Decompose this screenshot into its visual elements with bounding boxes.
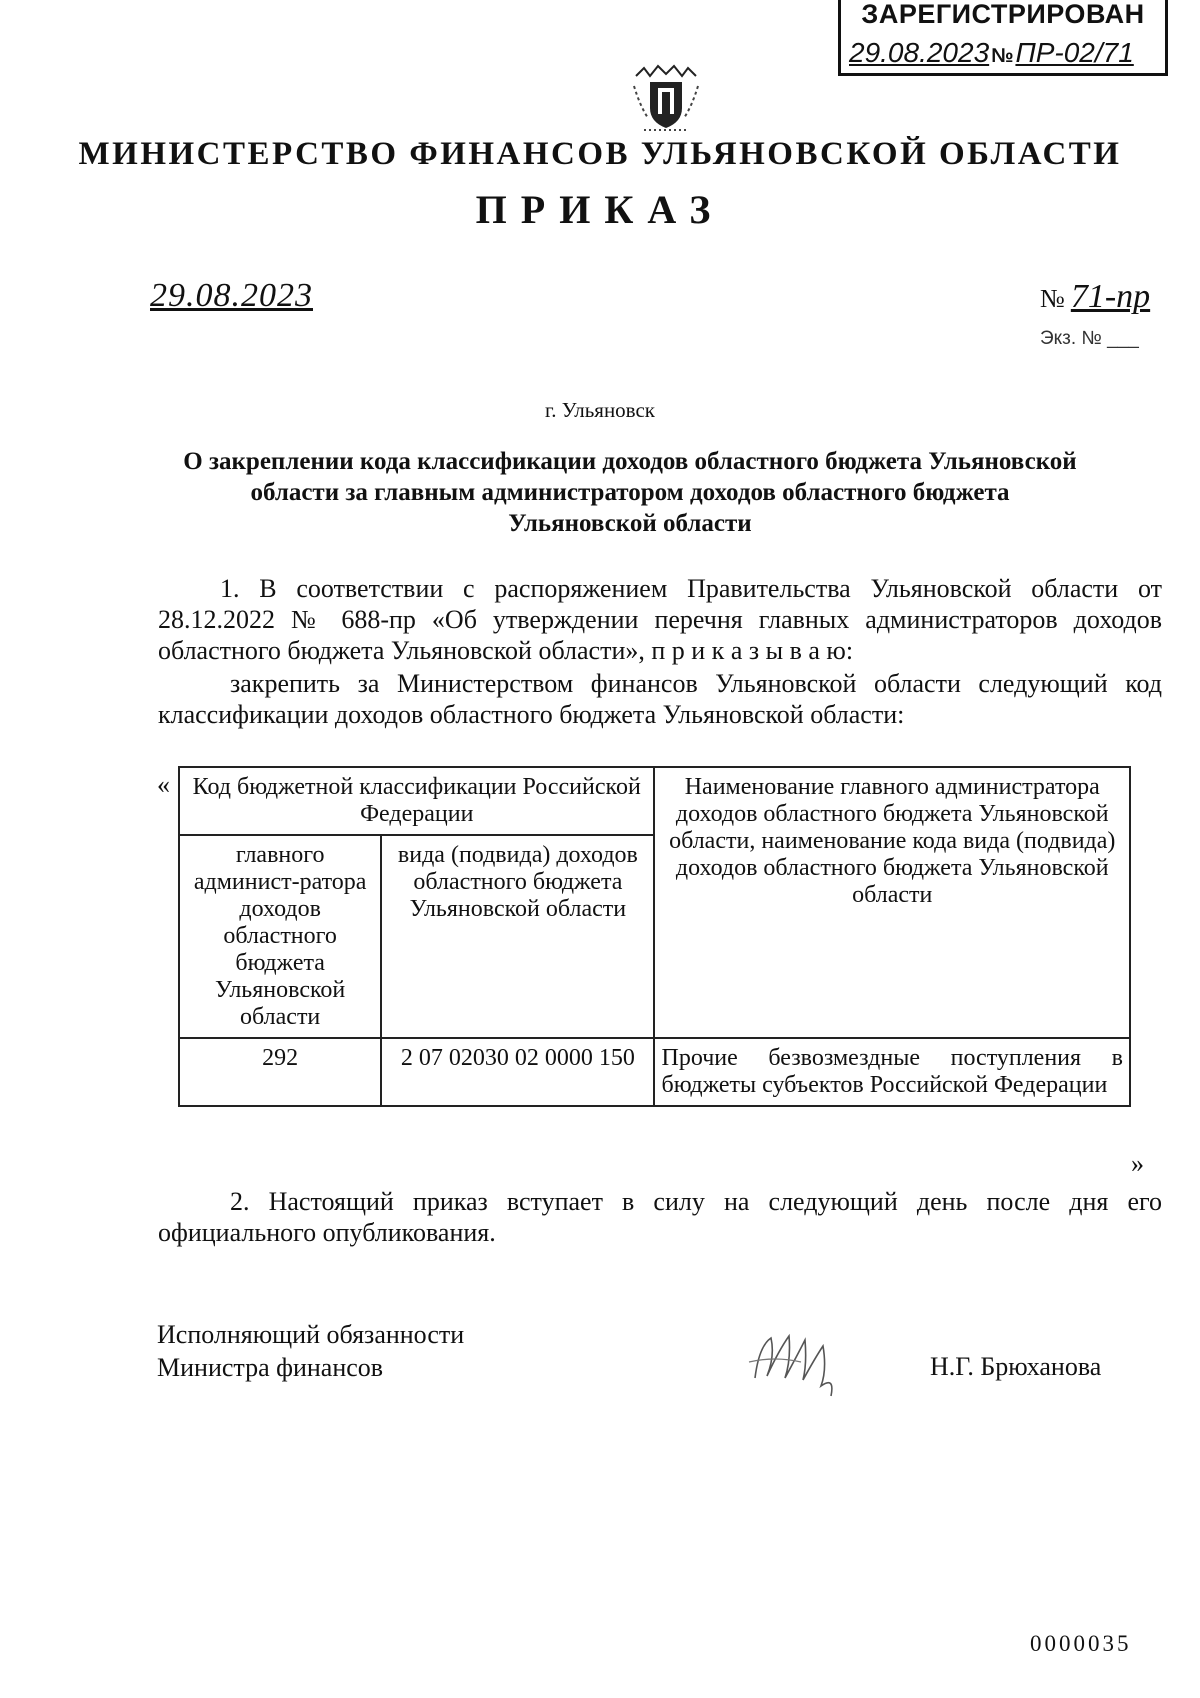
signatory-position: Исполняющий обязанности Министра финансов bbox=[157, 1320, 465, 1382]
handwritten-signature bbox=[745, 1316, 855, 1400]
stamp-title: ЗАРЕГИСТРИРОВАН bbox=[861, 0, 1145, 29]
paragraph-1: 1. В соответствии с распоряжением Правительства Ульяновской области от 28.12.2022 № 688-пр «Об утверждении перечня главных администраторов доходов областного бюджета Ульяновской области», п р и к а з ы в а ю: bbox=[158, 574, 1162, 665]
paragraph-1-continuation: закрепить за Министерством финансов Ульяновской области следующий код классификации доходов областного бюджета Ульяновской области: bbox=[158, 669, 1162, 729]
classification-table bbox=[178, 766, 1131, 1107]
paragraph-2: 2. Настоящий приказ вступает в силу на следующий день после дня его официального опубликования. bbox=[158, 1187, 1162, 1247]
stamp-reg-number: ПР-02/71 bbox=[1015, 37, 1134, 68]
stamp-number-sign: № bbox=[991, 45, 1014, 67]
ministry-name: МИНИСТЕРСТВО ФИНАНСОВ УЛЬЯНОВСКОЙ ОБЛАСТИ bbox=[78, 136, 1122, 172]
number-sign: № bbox=[1040, 284, 1065, 313]
cell-income-name: Прочие безвозмездные поступления в бюджеты субъектов Российской Федерации bbox=[654, 1038, 1130, 1106]
cell-admin-code: 292 bbox=[179, 1038, 381, 1106]
stamp-registration-line bbox=[849, 37, 1134, 69]
signatory-name: Н.Г. Брюханова bbox=[930, 1352, 1102, 1381]
order-date: 29.08.2023 bbox=[150, 277, 313, 314]
table-row bbox=[179, 1038, 1130, 1106]
order-number: 71-пр bbox=[1070, 278, 1151, 315]
document-serial-number: 0000035 bbox=[1030, 1631, 1132, 1656]
quote-close: » bbox=[1131, 1149, 1144, 1178]
header-admin: главного админист-ратора доходов областного бюджета Ульяновской области bbox=[179, 835, 381, 1038]
stamp-date: 29.08.2023 bbox=[849, 37, 990, 68]
document-type: ПРИКАЗ bbox=[475, 187, 725, 232]
copy-number-label: Экз. № ___ bbox=[1040, 328, 1139, 349]
order-subject: О закреплении кода классификации доходов областного бюджета Ульяновской области за главным администратором доходов областного бюджета Ульяновской области bbox=[183, 448, 1077, 537]
cell-kind-code: 2 07 02030 02 0000 150 bbox=[381, 1038, 654, 1106]
table-header-row bbox=[179, 767, 1130, 835]
header-kind: вида (подвида) доходов областного бюджета Ульяновской области bbox=[381, 835, 654, 1038]
quote-open: « bbox=[157, 770, 170, 799]
city: г. Ульяновск bbox=[544, 398, 655, 422]
header-name: Наименование главного администратора доходов областного бюджета Ульяновской области, наименование кода вида (подвида) доходов областного бюджета Ульяновской области bbox=[654, 767, 1130, 1038]
header-code-group: Код бюджетной классификации Российской Федерации bbox=[179, 767, 654, 835]
order-number-line bbox=[1040, 278, 1150, 316]
registration-stamp bbox=[838, 0, 1168, 76]
coat-of-arms-emblem bbox=[628, 58, 704, 138]
